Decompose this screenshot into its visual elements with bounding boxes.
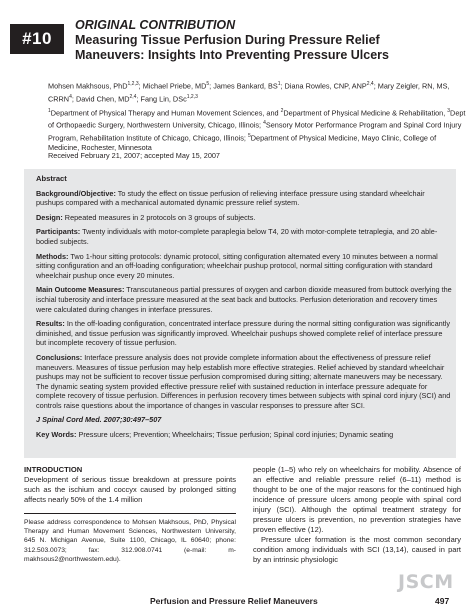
author-name: Mary Zeigler, RN, MS, CRRN <box>48 81 450 104</box>
abstract <box>36 174 454 445</box>
author-affiliation-marker: 5 <box>206 81 210 87</box>
abstract-section-text: In the off-loading configuration, concentrated interface pressure during the normal sitting configuration was significantly diminished, and tissue perfusion was significantly improved. Wheelchair pushups showed complete relief of interface pressure but incomplete recovery of tissue perfusion. <box>36 319 450 348</box>
keywords <box>36 430 454 440</box>
journal-citation: J Spinal Cord Med. 2007;30:497–507 <box>36 415 162 425</box>
author-affiliation-marker: 1,2,3 <box>127 81 139 87</box>
abstract-section-label: Participants: <box>36 227 81 237</box>
affiliations <box>48 106 466 153</box>
author-name: Fang Lin, DSc <box>140 94 187 104</box>
author-separator: ; <box>373 81 378 91</box>
introduction-heading: INTRODUCTION <box>24 465 83 474</box>
affiliation-text: Department of Physical Therapy and Human Movement Sciences, and <box>50 108 281 118</box>
author-separator: ; <box>280 81 285 91</box>
author-name: Michael Priebe, MD <box>142 81 207 91</box>
abstract-section-label: Methods: <box>36 251 69 261</box>
received-date: Received February 21, 2007; accepted May 15, 2007 <box>48 151 220 160</box>
abstract-section-text: Twenty individuals with motor-complete paraplegia below T4, 20 with motor-complete tetraplegia, and 20 able-bodied subjects. <box>36 227 438 246</box>
author-separator: ; <box>71 94 76 104</box>
author-name: Mohsen Makhsous, PhD <box>48 81 128 91</box>
author-affiliation-marker: 2,4 <box>366 81 374 87</box>
author-separator: ; <box>209 81 214 91</box>
abstract-section-label: Conclusions: <box>36 352 83 362</box>
affiliation-marker: 1 <box>48 108 51 114</box>
abstract-section <box>36 285 454 314</box>
intro-right-paragraph-1: people (1–5) who rely on wheelchairs for mobility. Absence of an effective and reliable pressure relief (6–11) method is thought to be one of the major reasons for the continued high incidence of pressure ulcers among people with spinal cord injury (SCI). Although the optimal treatment strategy for pressure ulcers is prevention, no prevention strategies have proven effective (12). <box>253 465 461 534</box>
author-name: David Chen, MD <box>75 94 130 104</box>
abstract-heading: Abstract <box>36 174 67 183</box>
intro-left-paragraph: Development of serious tissue breakdown at pressure points such as the ischium and coccyx caused by prolonged sitting affects nearly 50% of the 1.4 million <box>24 475 236 504</box>
abstract-section <box>36 319 454 348</box>
abstract-section-text: Two 1-hour sitting protocols: dynamic protocol, sitting configuration alternated every 10 minutes between a normal sitting configuration and an off-loading configuration; wheelchair pushup protocol, normal sitting configuration with standard wheelchair pushup once every 20 minutes. <box>36 251 438 280</box>
keywords-label: Key Words: <box>36 430 77 440</box>
intro-right-paragraph-2: Pressure ulcer formation is the most common secondary condition among individuals with SCI (13,14), caused in part by an intrinsic physiologic <box>253 535 461 564</box>
abstract-section-text: Interface pressure analysis does not provide complete information about the effectiveness of pressure relief maneuvers. Measures of tissue perfusion may help establish more effective strategies. Relief achieved by standard wheelchair pushups may not be sufficient to recover tissue perfusion compromised during sitting; alternate maneuvers may be necessary. The dynamic seating system provided effective pressure relief with sustained reduction in interface pressure adequate for complete recovery of tissue perfusion. Differences in perfusion recovery times between subjects with spinal cord injury (SCI) and controls raise questions about the importance of changes in vascular responses to pressure after SCI. <box>36 352 451 410</box>
abstract-section <box>36 213 454 223</box>
affiliation-text: Department of Physical Medicine & Rehabilitation, <box>283 108 448 118</box>
article-title-line-1: Measuring Tissue Perfusion During Pressure Relief <box>75 33 380 47</box>
section-label: ORIGINAL CONTRIBUTION <box>75 18 236 32</box>
article-header <box>75 18 467 63</box>
abstract-section <box>36 252 454 281</box>
affiliation-text: Department of Physical Medicine, Mayo Clinic, College of Medicine, Rochester, Minnesota <box>48 133 437 153</box>
affiliation-marker: 4 <box>263 120 266 127</box>
author-affiliation-marker: 2,4 <box>129 93 137 100</box>
affiliation-marker: 5 <box>247 132 251 139</box>
abstract-section-label: Design: <box>36 212 63 222</box>
page-number: 497 <box>435 596 450 606</box>
right-column <box>253 465 461 565</box>
abstract-section-label: Background/Objective: <box>36 188 116 198</box>
author-affiliation-marker: 1,2,3 <box>186 93 198 100</box>
affiliation-text: Sensory Motor Performance Program and Spinal Cord Injury Program, Rehabilitation Institute of Chicago, Chicago, Illinois; <box>48 120 462 143</box>
abstract-sections <box>36 189 454 411</box>
abstract-section-text: Transcutaneous partial pressures of oxygen and carbon dioxide measured from buttock overlying the ischial tuberosity and interface pressure measured at the seat back and buttocks. Perfusion deterioration and recovery times were calculated during changes in interface pressures. <box>36 285 452 314</box>
abstract-section-label: Main Outcome Measures: <box>36 285 125 295</box>
abstract-section-label: Results: <box>36 319 65 329</box>
abstract-section <box>36 353 454 411</box>
author-affiliation-marker: 1 <box>277 81 281 87</box>
running-footer-title: Perfusion and Pressure Relief Maneuvers <box>150 596 318 606</box>
article-number-badge: #10 <box>10 24 64 54</box>
abstract-section-text: To study the effect on tissue perfusion of relieving interface pressure using standard wheelchair pushups compared with a mechanical automated dynamic pressure relief system. <box>36 188 425 208</box>
affiliation-marker: 2 <box>280 108 284 114</box>
abstract-section <box>36 189 454 208</box>
footnote-divider <box>24 513 236 514</box>
affiliation-text: Dept of Orthopaedic Surgery, Northwestern University, Chicago, Illinois; <box>48 108 466 130</box>
author-list <box>48 79 463 105</box>
author-affiliation-marker: 4 <box>69 93 72 100</box>
affiliation-marker: 3 <box>447 108 451 114</box>
abstract-section <box>36 227 454 246</box>
author-name: Diana Rowles, CNP, ANP <box>284 81 367 91</box>
author-name: James Bankard, BS <box>213 81 278 91</box>
left-column <box>24 465 236 564</box>
abstract-section-text: Repeated measures in 2 protocols on 3 groups of subjects. <box>62 212 256 222</box>
author-separator: ; <box>138 81 143 91</box>
jscm-logo: JSCM <box>398 571 454 593</box>
correspondence-note: Please address correspondence to Mohsen Makhsous, PhD, Physical Therapy and Human Movement Sciences, Northwestern University, 645 N. Michigan Avenue, Suite 1100, Chicago, IL 60640; phone: 312.503.0073; fax: 312.908.0741 (e-mail: m-makhsous2@northwestern.edu). <box>24 519 236 563</box>
author-separator: ; <box>136 94 141 104</box>
keywords-text: Pressure ulcers; Prevention; Wheelchairs; Tissue perfusion; Spinal cord injuries; Dynamic seating <box>76 430 394 440</box>
article-title-line-2: Maneuvers: Insights Into Preventing Pressure Ulcers <box>75 48 389 62</box>
